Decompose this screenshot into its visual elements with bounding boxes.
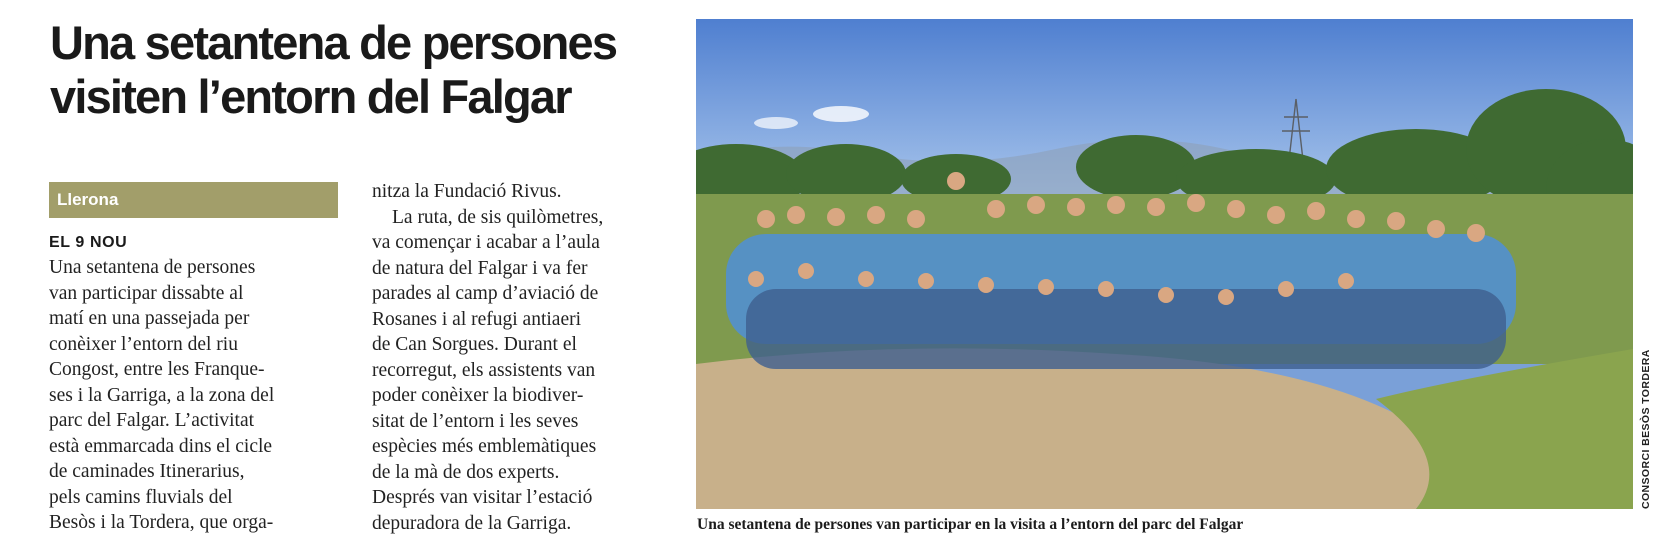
body-line: està emmarcada dins el cicle [49, 435, 273, 457]
body-line: Besòs i la Tordera, que orga- [49, 512, 274, 533]
body-line: Congost, entre les Franque- [49, 359, 265, 380]
section-tag: Llerona [49, 182, 338, 218]
body-line: de la mà de dos experts. [372, 461, 560, 483]
body-line: matí en una passejada per [49, 308, 250, 329]
photo-credit: CONSORCI BESÒS TORDERA [1640, 349, 1652, 509]
body-line: de Can Sorgues. Durant el [372, 334, 577, 355]
body-line: poder conèixer la biodiver- [372, 385, 584, 406]
dirt-path [696, 348, 1432, 509]
body-line: Una setantena de persones [49, 257, 256, 278]
body-line: Després van visitar l’estació [372, 487, 593, 508]
body-line: La ruta, de sis quilòmetres, [392, 206, 604, 228]
body-column-2 [372, 179, 664, 536]
body-line: nitza la Fundació Rivus. [372, 181, 562, 202]
group-photo-illustration [696, 19, 1633, 509]
headline [50, 16, 690, 124]
dateline: EL 9 NOU [49, 234, 128, 251]
body-line: sitat de l’entorn i les seves [372, 410, 579, 432]
headline-line: Una setantena de persones [50, 16, 617, 69]
body-line: parades al camp d’aviació de [372, 283, 599, 304]
body-line: de natura del Falgar i va fer [372, 257, 588, 279]
body-line: van participar dissabte al [49, 282, 244, 304]
headline-line: visiten l’entorn del Falgar [50, 70, 571, 123]
cloud [754, 117, 798, 129]
cloud [813, 106, 869, 122]
body-line: conèixer l’entorn del riu [49, 333, 238, 355]
body-line: va començar i acabar a l’aula [372, 232, 600, 253]
body-line: depuradora de la Garriga. [372, 512, 572, 534]
body-line: espècies més emblemàtiques [372, 436, 597, 457]
body-line: ses i la Garriga, a la zona del [49, 384, 275, 406]
photo-caption: Una setantena de persones van participar en la visita a l’entorn del parc del Falgar [697, 516, 1244, 533]
body-line: recorregut, els assistents van [372, 359, 596, 381]
group-photo [696, 19, 1633, 509]
body-line: parc del Falgar. L’activitat [49, 410, 255, 431]
body-line: de caminades Itinerarius, [49, 461, 245, 482]
body-line: Rosanes i al refugi antiaeri [372, 308, 582, 330]
body-line: pels camins fluvials del [49, 486, 233, 508]
body-column-1 [49, 255, 339, 536]
